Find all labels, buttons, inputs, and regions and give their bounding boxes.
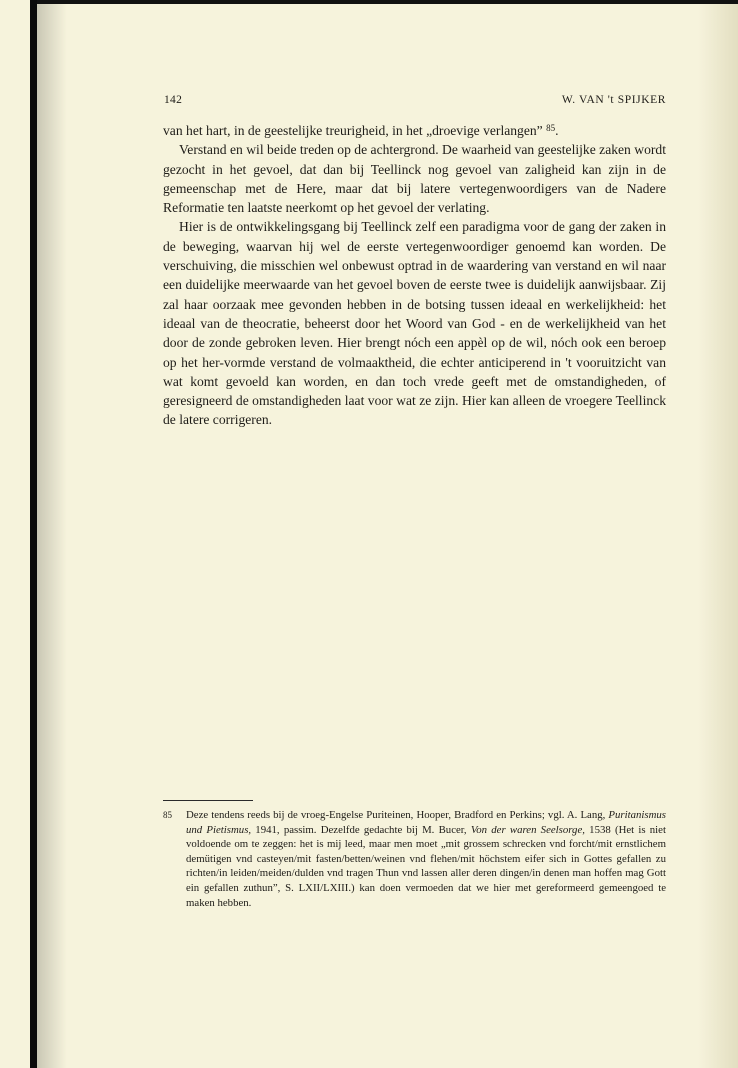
running-head: W. VAN 't SPIJKER: [561, 94, 666, 106]
footnote-divider: [163, 800, 253, 801]
page-edge-shade: [698, 4, 738, 1068]
footnote-title-lang: Puritanismus und Pietismus,: [186, 809, 666, 836]
paragraph-3: Hier is de ontwikkelingsgang bij Teellinck zelf een paradigma voor de gang der zaken in de beweging, waarvan hij wel de eerste vertegenwoordiger genoemd kan worden. De verschuiving, die misschien wel onbewust optrad in de waardering van verstand en wil naar een duidelijke meerwaarde van het gevoel boven de eerste twee is duidelijk aanwijsbaar. Zij zal haar oorzaak mee gevonden hebben in de botsing tussen ideaal en werkelijkheid: het ideaal van de theocratie, beheerst door het Woord van God - en de werkelijkheid van het door de zonde gebroken leven. Hier brengt nóch een appèl op de wil, nóch ook een beroep op het her-vormde verstand de volmaaktheid, die echter anticiperend in 't vooruitzicht van wat komt gevoeld kan worden, en dan toch vrede geeft met de omstandigheden, of geresigneerd de omstandigheden laat voor wat ze zijn. Hier kan alleen de vroegere Teellinck de latere corrigeren.: [163, 219, 666, 428]
footnote-text-part1: Deze tendens reeds bij de vroeg-Engelse Puriteinen, Hooper, Bradford en Perkins; vgl. A. Lang,: [186, 809, 609, 821]
footnote-number: 85: [163, 810, 172, 820]
scan-top-border: [30, 0, 738, 4]
paragraph-2: Verstand en wil beide treden op de achtergrond. De waarheid van geestelijke zaken wordt gezocht in het gevoel, dat dan bij Teellinck nog gevoel van zaligheid kan zijn in de gemeenschap met de Here, maar dat bij latere vertegenwoordigers van de Nadere Reformatie ten laatste neerkomt op het gevoel der verlating.: [163, 142, 666, 216]
footnote-text-part2: 1941, passim. Dezelfde gedachte bij M. Bucer,: [251, 823, 471, 836]
footnote-text-part3: 1538 (Het is niet voldoende om te zeggen: het is mij leed, maar men moet „mit grossem schrecken vnd forcht/mit ernstlichem demütigen vnd casteyen/mit fasten/betten/weinen vnd flehen/mit höchstem eifer sich in Gottes gefallen zu richten/in leiden/meiden/dulden vnd tragen Thun vnd lassen aller deren dingen/in denen man hoffen mag Gott ein gefallen zuthun”, S. LXII/LXIII.) kan doen vermoeden dat we hier met gereformeerd gemeengoed te maken hebben.: [186, 823, 666, 909]
footnote: [163, 808, 666, 910]
body-text: [163, 121, 666, 430]
page-number: 142: [164, 94, 183, 106]
footnote-reference: 85: [546, 123, 556, 133]
footnote-text: [186, 808, 666, 910]
scan-left-border: [30, 0, 37, 1068]
paragraph-continuation: [163, 121, 666, 140]
scan-shadow: [37, 4, 67, 1068]
paragraph-1-end: .: [555, 123, 559, 138]
paragraph-1-text: van het hart, in de geestelijke treurigheid, in het „droevige verlangen”: [163, 123, 543, 138]
page-header: [164, 94, 666, 110]
footnote-title-bucer: Von der waren Seelsorge,: [470, 823, 585, 836]
